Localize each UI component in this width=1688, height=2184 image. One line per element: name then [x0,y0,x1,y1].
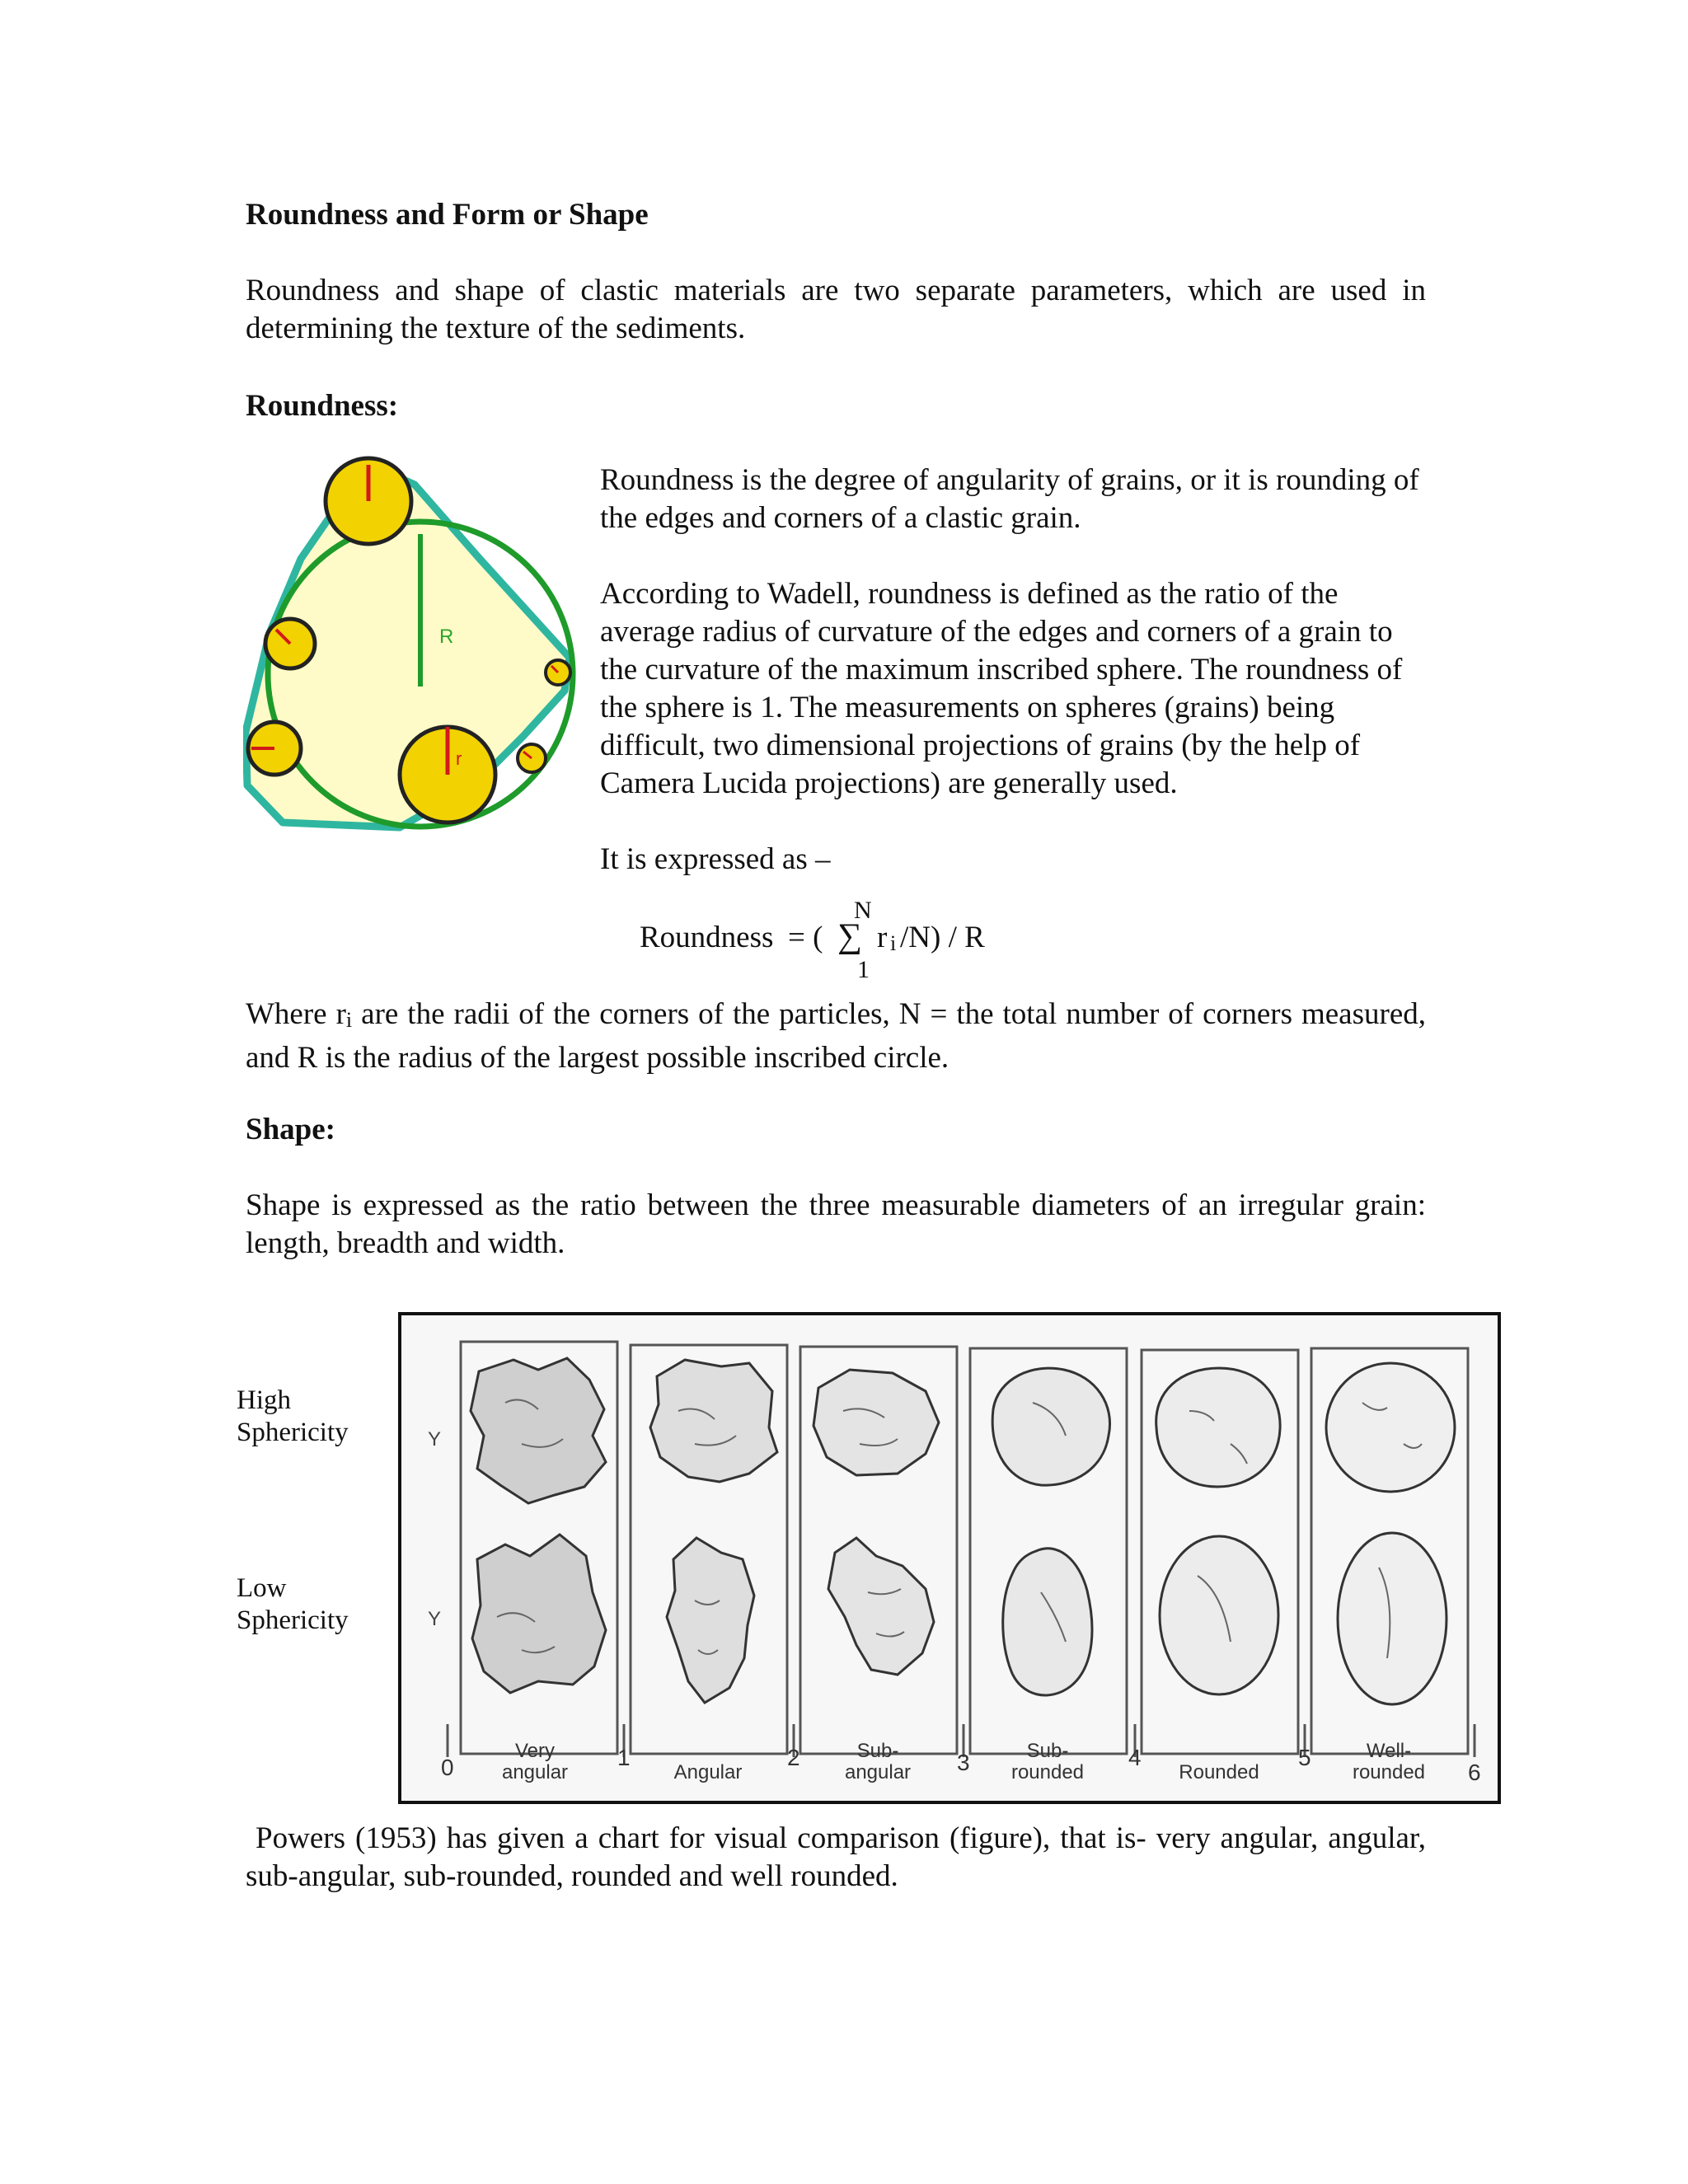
high-sphericity-label: High Sphericity [237,1385,349,1447]
grain-well-rounded-high [1326,1363,1455,1492]
class-label-well-rounded-2: rounded [1352,1761,1426,1783]
class-label-very-angular-1: Very [514,1740,556,1762]
class-label-sub-angular-1: Sub- [856,1740,899,1762]
wadell-paragraph: According to Wadell, roundness is defined as the ratio of the average radius of curvature of the edges and corners of a grain to the curvature of the maximum inscribed sphere. The roundness of the sphere is 1. The measurements on spheres (grains) being difficult, two dimensional projections of grains (by the help of Camera Lucida projections) are generally used. [600,577,1403,800]
shape-paragraph: Shape is expressed as the ratio between the three measurable diameters of an irregular grain: length, breadth and width. [246,1188,1426,1260]
low-sphericity-label: Low Sphericity [237,1573,349,1635]
formula-upper-limit: N [854,897,872,924]
scale-number-1: 1 [617,1745,631,1770]
expressed-as: It is expressed as – [600,842,831,876]
y-axis-letter-top: Y [428,1428,442,1451]
grain-rounded-high [1156,1368,1280,1487]
powers-paragraph: Powers (1953) has given a chart for visual comparison (figure), that is- very angular, angular, sub-angular, sub-rounded, rounded and well rounded. [246,1821,1427,1893]
scale-number-4: 4 [1128,1745,1142,1770]
y-axis-letter-bottom: Y [428,1608,442,1630]
grain-very-angular-low [472,1535,606,1693]
formula-subscript: i [890,931,897,955]
intro-paragraph: Roundness and shape of clastic materials are two separate parameters, which are used in determining the texture of the sediments. [246,274,1426,345]
formula-lower-limit: 1 [857,956,870,983]
class-label-angular: Angular [673,1761,743,1783]
formula-r: r [877,921,888,954]
scale-number-5: 5 [1298,1745,1311,1770]
formula-lhs: Roundness [640,921,774,954]
small-radius-label: r [456,748,462,769]
class-label-rounded: Rounded [1179,1761,1259,1783]
grain-rounded-low [1160,1536,1278,1694]
class-label-sub-rounded-1: Sub- [1026,1740,1069,1762]
class-label-sub-rounded-2: rounded [1010,1761,1085,1783]
roundness-definition: Roundness is the degree of angularity of grains, or it is rounding of the edges and corners of a clastic grain. [600,463,1419,535]
scale-number-2: 2 [787,1745,800,1770]
scale-number-3: 3 [957,1750,970,1775]
where-paragraph: Where ri are the radii of the corners of the particles, N = the total number of corners measured, and R is the radius of the largest possible inscribed circle. [246,997,1426,1075]
sum-symbol: ∑ [837,917,862,955]
scale-number-0: 0 [441,1755,454,1780]
powers-roundness-chart [398,1312,1501,1804]
formula-close: /N) / R [900,921,985,954]
grain-angular-high [650,1360,777,1482]
grain-well-rounded-low [1338,1533,1447,1704]
shape-heading: Shape: [246,1113,335,1146]
roundness-diagram [243,452,589,847]
page-title: Roundness and Form or Shape [246,198,649,232]
class-label-very-angular-2: angular [501,1761,569,1783]
grain-sub-rounded-low [1003,1549,1092,1695]
grain-sub-rounded-high [992,1368,1109,1485]
class-label-sub-angular-2: angular [844,1761,912,1783]
class-label-well-rounded-1: Well- [1366,1740,1412,1762]
big-radius-label: R [439,626,454,648]
roundness-heading: Roundness: [246,389,399,423]
scale-number-6: 6 [1468,1760,1481,1785]
formula-open: = ( [788,921,823,954]
